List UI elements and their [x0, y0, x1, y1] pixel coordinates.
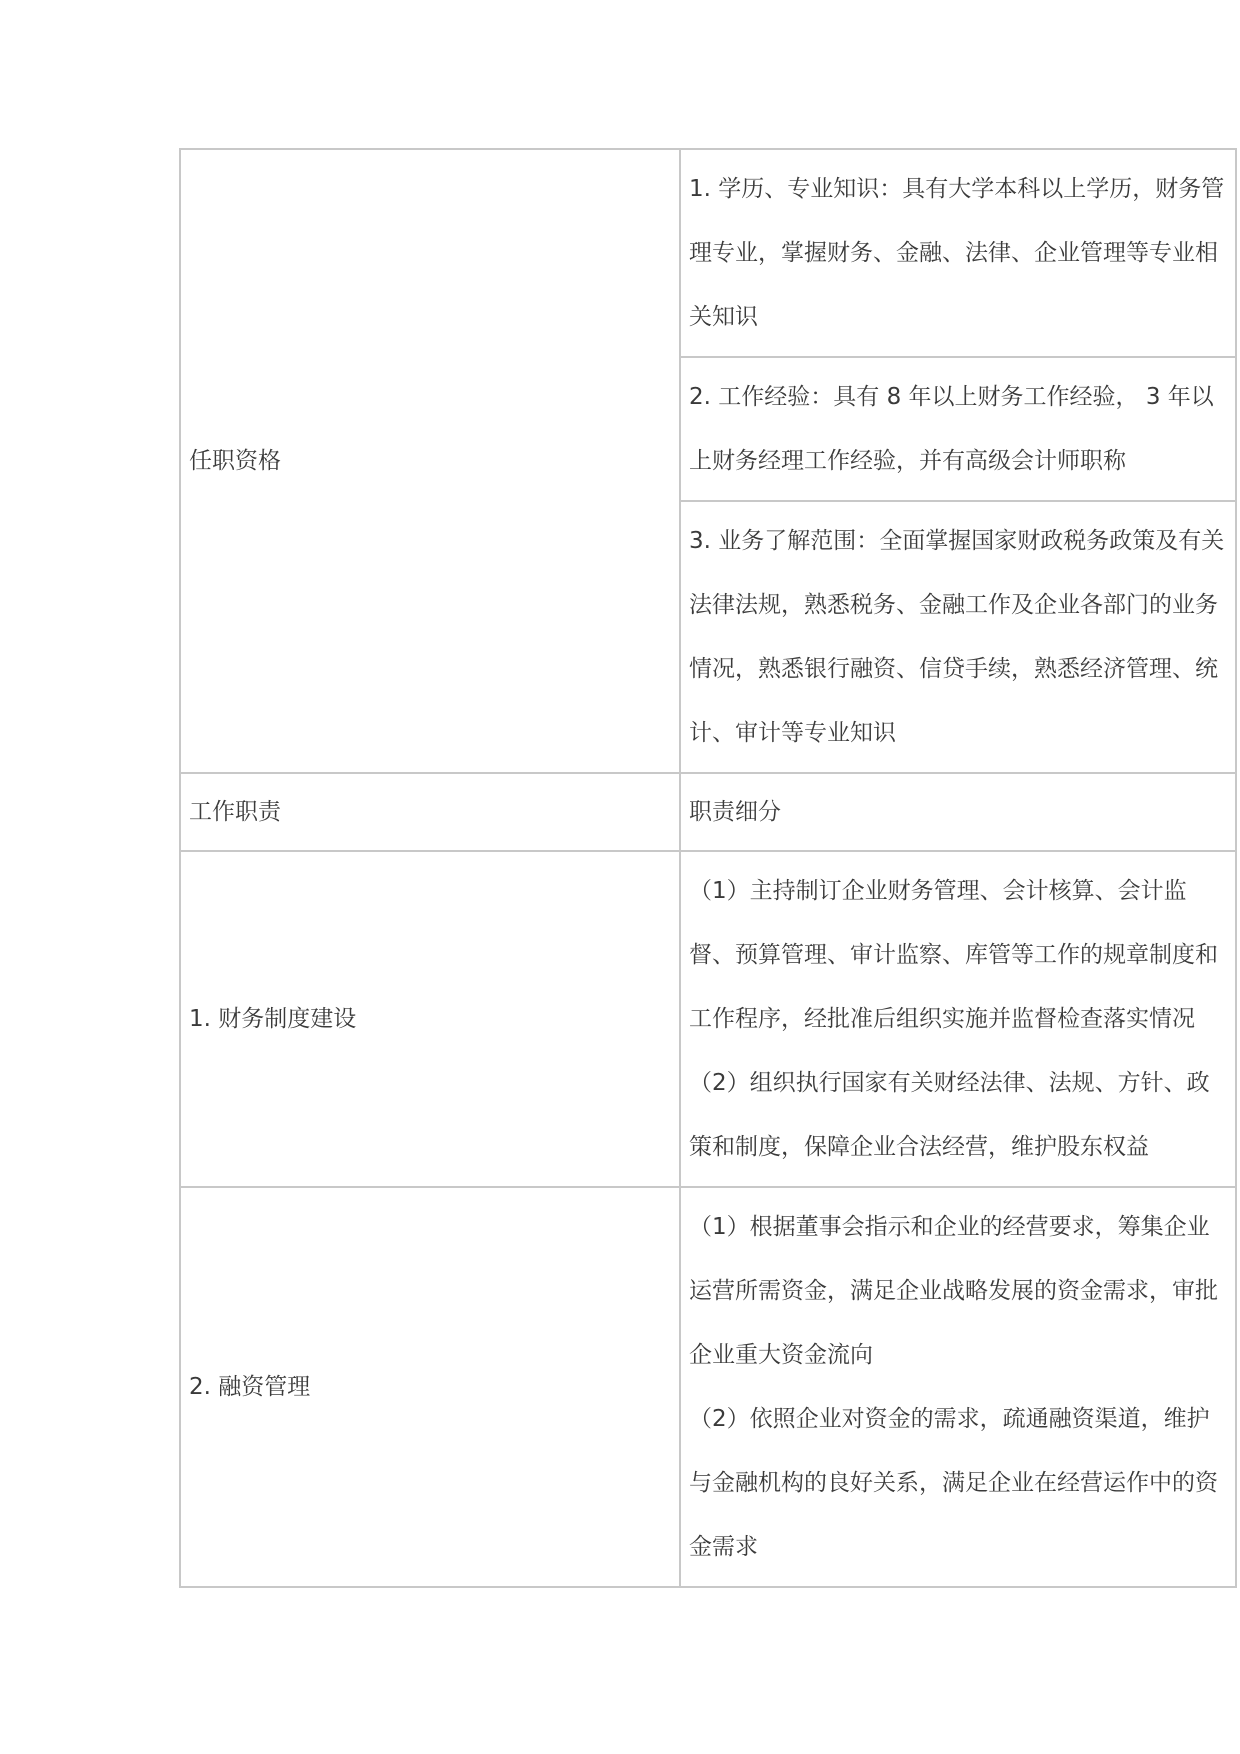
qualifications-label-cell [180, 149, 680, 773]
table-row [180, 851, 1236, 1187]
qualification-item-cell [680, 501, 1236, 773]
qualification-item-cell [680, 149, 1236, 357]
detail-header-cell [680, 773, 1236, 851]
duty-name: 2. 融资管理 [189, 1374, 311, 1400]
duty-name-cell [180, 851, 680, 1187]
duty-detail: （1）主持制订企业财务管理、会计核算、会计监督、预算管理、审计监察、库管等工作的规章制度和工作程序，经批准后组织实施并监督检查落实情况 [689, 878, 1218, 1032]
duty-header-cell [180, 773, 680, 851]
duty-detail: （1）根据董事会指示和企业的经营要求，筹集企业运营所需资金，满足企业战略发展的资金需求，审批企业重大资金流向 [689, 1214, 1218, 1368]
qualification-item-cell [680, 357, 1236, 501]
table-row [180, 149, 1236, 357]
qualification-item: 1. 学历、专业知识：具有大学本科以上学历，财务管理专业，掌握财务、金融、法律、企业管理等专业相关知识 [689, 176, 1225, 330]
qualification-item: 3. 业务了解范围：全面掌握国家财政税务政策及有关法律法规，熟悉税务、金融工作及企业各部门的业务情况，熟悉银行融资、信贷手续，熟悉经济管理、统计、审计等专业知识 [689, 528, 1225, 746]
duty-name-cell [180, 1187, 680, 1587]
duty-details-cell [680, 851, 1236, 1187]
duty-details-cell [680, 1187, 1236, 1587]
job-description-table [179, 148, 1237, 1588]
table-header-row [180, 773, 1236, 851]
table-row [180, 1187, 1236, 1587]
duty-detail: （2）依照企业对资金的需求，疏通融资渠道，维护与金融机构的良好关系，满足企业在经营运作中的资金需求 [689, 1406, 1218, 1560]
duty-header: 工作职责 [189, 799, 281, 825]
duty-name: 1. 财务制度建设 [189, 1006, 357, 1032]
detail-header: 职责细分 [689, 799, 781, 825]
qualifications-label: 任职资格 [189, 448, 281, 474]
duty-detail: （2）组织执行国家有关财经法律、法规、方针、政策和制度，保障企业合法经营，维护股东权益 [689, 1070, 1210, 1160]
qualification-item: 2. 工作经验：具有 8 年以上财务工作经验， 3 年以上财务经理工作经验，并有高级会计师职称 [689, 384, 1214, 474]
